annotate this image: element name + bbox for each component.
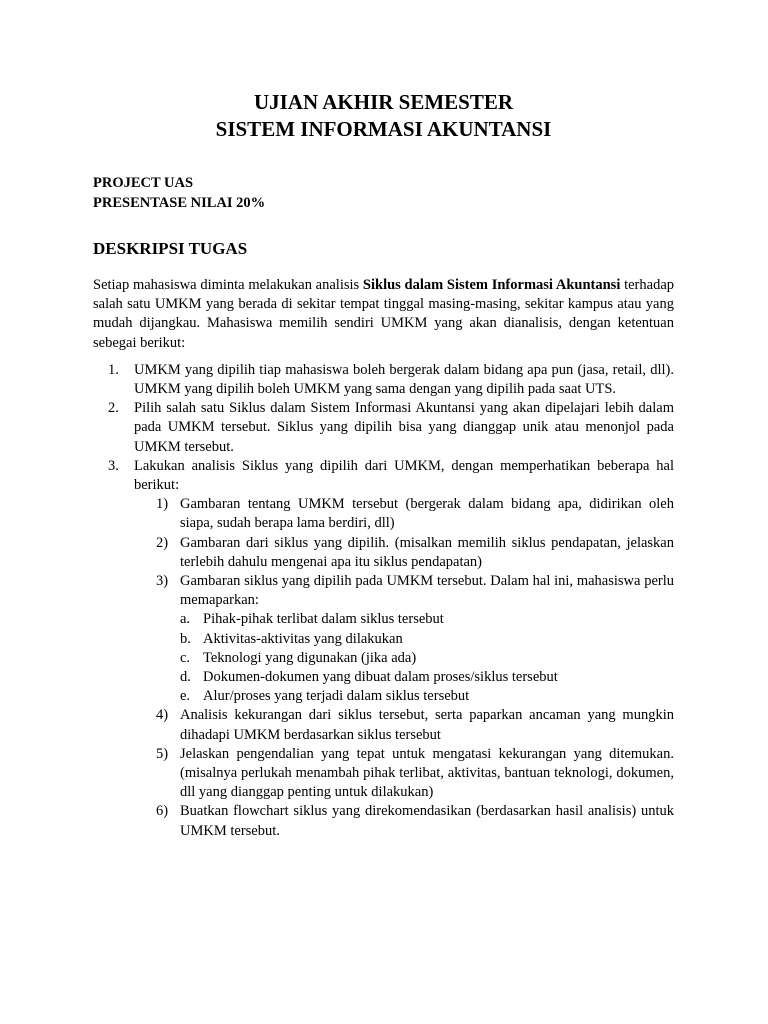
grade-weight-label: PRESENTASE NILAI 20% xyxy=(93,195,266,211)
task-item xyxy=(93,457,674,841)
cycle-detail-item xyxy=(180,687,674,706)
cycle-detail-item xyxy=(180,668,674,687)
task-item-text: UMKM yang dipilih tiap mahasiswa boleh bergerak dalam bidang apa pun (jasa, retail, dll). UMKM yang dipilih boleh UMKM yang sama dengan yang dipilih pada saat UTS. xyxy=(134,361,674,398)
cycle-detail-marker: d. xyxy=(180,669,191,686)
analysis-point-text: Gambaran tentang UMKM tersebut (bergerak dalam bidang apa, didirikan oleh siapa, sudah berapa lama berdiri, dll) xyxy=(180,496,674,532)
analysis-point-marker: 1) xyxy=(156,496,169,513)
task-item-text: Lakukan analisis Siklus yang dipilih dari UMKM, dengan memperhatikan beberapa hal berikut: xyxy=(134,457,674,494)
cycle-detail-marker: b. xyxy=(180,630,191,647)
cycle-detail-text: Pihak-pihak terlibat dalam siklus tersebut xyxy=(203,611,444,628)
task-item-marker: 1. xyxy=(108,361,119,378)
cycle-detail-marker: c. xyxy=(180,649,191,666)
cycle-detail-marker: a. xyxy=(180,611,191,628)
cycle-details-list xyxy=(180,610,674,706)
analysis-point-marker: 4) xyxy=(156,707,169,724)
analysis-point xyxy=(134,572,674,706)
task-item xyxy=(93,361,674,399)
analysis-point xyxy=(134,534,674,572)
analysis-point xyxy=(134,495,674,533)
analysis-point xyxy=(134,706,674,744)
cycle-detail-text: Dokumen-dokumen yang dibuat dalam proses/siklus tersebut xyxy=(203,669,558,686)
analysis-points-list xyxy=(134,495,674,841)
cycle-detail-item xyxy=(180,630,674,649)
analysis-point-text: Jelaskan pengendalian yang tepat untuk mengatasi kekurangan yang ditemukan. (misalnya perlukah menambah pihak terlibat, aktivitas, bantuan teknologi, dokumen, dll yang dianggap penting untuk dilakukan) xyxy=(180,745,674,801)
intro-bold-phrase: Siklus dalam Sistem Informasi Akuntansi xyxy=(362,277,621,293)
title-line-2: SISTEM INFORMASI AKUNTANSI xyxy=(215,117,552,141)
cycle-detail-text: Aktivitas-aktivitas yang dilakukan xyxy=(203,630,403,647)
project-label: PROJECT UAS xyxy=(93,175,194,191)
document-title xyxy=(93,0,674,143)
task-item-marker: 3. xyxy=(108,457,119,474)
analysis-point-marker: 3) xyxy=(156,573,169,590)
analysis-point-text: Buatkan flowchart siklus yang direkomendasikan (berdasarkan hasil analisis) untuk UMKM tersebut. xyxy=(180,803,674,839)
task-item xyxy=(93,399,674,457)
title-line-1: UJIAN AKHIR SEMESTER xyxy=(253,90,514,114)
cycle-detail-text: Alur/proses yang terjadi dalam siklus tersebut xyxy=(203,688,470,705)
section-heading: DESKRIPSI TUGAS xyxy=(93,239,248,258)
task-list xyxy=(93,361,674,841)
analysis-point-marker: 2) xyxy=(156,534,169,551)
cycle-detail-text: Teknologi yang digunakan (jika ada) xyxy=(203,649,417,666)
project-meta xyxy=(93,173,674,213)
task-item-text: Pilih salah satu Siklus dalam Sistem Informasi Akuntansi yang akan dipelajari lebih dalam pada UMKM tersebut. Siklus yang dipilih bisa yang dianggap unik atau menonjol pada UMKM tersebut. xyxy=(134,400,674,455)
cycle-detail-item xyxy=(180,610,674,629)
analysis-point-text: Gambaran siklus yang dipilih pada UMKM tersebut. Dalam hal ini, mahasiswa perlu memaparkan: xyxy=(180,573,674,609)
intro-text-end: terhadap salah satu UMKM yang berada di sekitar tempat tinggal masing-masing, sekitar kampus atau yang mudah dijangkau. Mahasiswa memilih sendiri UMKM yang akan dianalisis, dengan ketentuan sebegai berikut: xyxy=(93,277,674,351)
analysis-point-marker: 5) xyxy=(156,745,169,762)
intro-paragraph xyxy=(93,276,674,353)
cycle-detail-marker: e. xyxy=(180,688,191,705)
cycle-detail-item xyxy=(180,649,674,668)
intro-text-start: Setiap mahasiswa diminta melakukan analisis xyxy=(93,277,363,293)
analysis-point-text: Analisis kekurangan dari siklus tersebut, serta paparkan ancaman yang mungkin dihadapi UMKM berdasarkan siklus tersebut xyxy=(180,707,674,743)
analysis-point xyxy=(134,802,674,840)
task-item-marker: 2. xyxy=(108,400,119,417)
analysis-point-marker: 6) xyxy=(156,803,169,820)
analysis-point xyxy=(134,745,674,803)
analysis-point-text: Gambaran dari siklus yang dipilih. (misalkan memilih siklus pendapatan, jelaskan terlebih dahulu mengenai apa itu siklus pendapatan) xyxy=(180,534,674,570)
